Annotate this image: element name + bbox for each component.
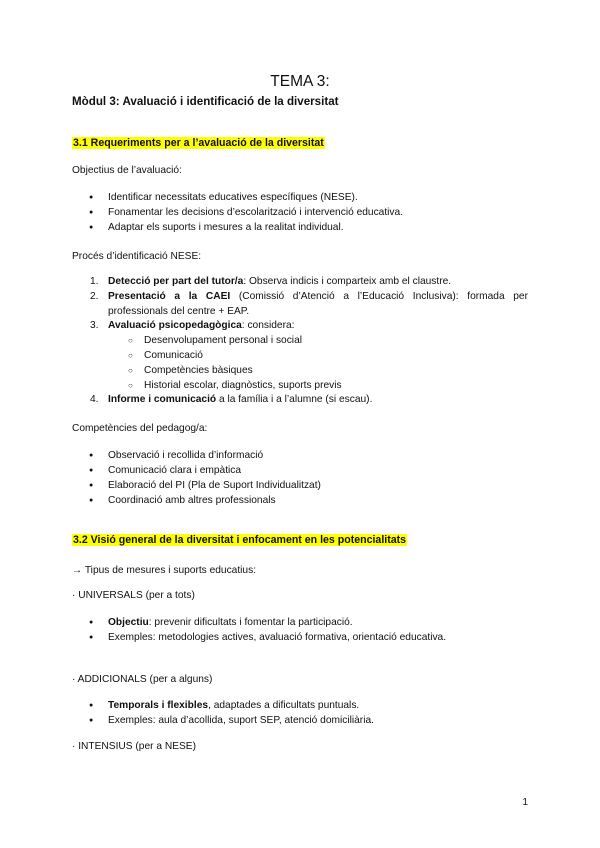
item-text: , adaptades a dificultats puntuals.: [208, 700, 360, 711]
item-text: Exemples: aula d’acollida, suport SEP, atenció domiciliària.: [108, 715, 374, 726]
section-heading-3-2: 3.2 Visió general de la diversitat i enfocament en les potencialitats: [73, 534, 407, 546]
item-bold-text: Avaluació psicopedagògica: [108, 320, 242, 332]
list-item: ● Coordinació amb altres professionals: [72, 493, 321, 508]
process-label: Procés d’identificació NESE:: [72, 251, 202, 262]
item-text: a la família i a l’alumne (si escau).: [216, 394, 373, 406]
list-item: [72, 393, 528, 408]
sub-list: [108, 334, 528, 393]
sub-list-item: ○ Comunicació: [108, 349, 528, 364]
competences-label: Competències del pedagog/a:: [72, 423, 208, 434]
list-item: [72, 275, 528, 290]
item-bold-text: Detecció per part del tutor/a: [108, 276, 244, 287]
list-item: ● Adaptar els suports i mesures a la realitat individual.: [72, 220, 403, 235]
sub-list-item: ○ Competències bàsiques: [108, 364, 528, 379]
item-text: : prevenir dificultats i fomentar la participació.: [148, 617, 353, 628]
list-number: 2.: [90, 290, 99, 302]
objectives-label: Objectius de l’avaluació:: [72, 165, 182, 176]
additional-list: [72, 698, 374, 728]
item-text: Exemples: metodologies actives, avaluació formativa, orientació educativa.: [108, 632, 447, 643]
intensive-label: · INTENSIUS (per a NESE): [72, 741, 196, 752]
page-number: 1: [522, 797, 528, 808]
process-list: [72, 275, 528, 408]
measures-intro: → Tipus de mesures i suports educatius:: [72, 565, 257, 576]
item-bold-text: Objectiu: [108, 617, 149, 628]
module-subtitle: Mòdul 3: Avaluació i identificació de la diversitat: [72, 95, 339, 108]
list-item: [72, 615, 446, 630]
item-bold-text: Presentació a la CAEI: [108, 290, 231, 302]
competences-list: [72, 448, 321, 508]
universal-list: [72, 615, 446, 645]
list-item: [72, 290, 528, 320]
page-title: TEMA 3:: [270, 73, 330, 90]
list-item: ● Fonamentar les decisions d’escolarització i intervenció educativa.: [72, 205, 403, 220]
item-text: : considera:: [241, 320, 295, 332]
list-number: 4.: [90, 394, 99, 406]
list-item: [72, 698, 374, 713]
item-bold-text: Temporals i flexibles: [108, 700, 209, 711]
item-text: (Comissió d’Atenció a l’Educació Inclusiva): formada per professionals del centre + EAP.: [108, 290, 528, 317]
sub-list-item: ○ Desenvolupament personal i social: [108, 334, 528, 349]
additional-label: · ADDICIONALS (per a alguns): [72, 674, 213, 685]
list-item: ● Identificar necessitats educatives específiques (NESE).: [72, 190, 403, 205]
sub-list-item: ○ Historial escolar, diagnòstics, suports previs: [108, 379, 528, 394]
section-heading-3-1: 3.1 Requeriments per a l’avaluació de la diversitat: [73, 137, 324, 149]
list-number: 3.: [90, 320, 99, 332]
item-bold-text: Informe i comunicació: [108, 394, 217, 406]
list-item: ● Comunicació clara i empàtica: [72, 463, 321, 478]
objectives-list: [72, 190, 403, 235]
item-text: : Observa indicis i comparteix amb el claustre.: [243, 276, 452, 287]
list-item: ● Observació i recollida d’informació: [72, 448, 321, 463]
list-item: [72, 713, 374, 728]
list-item: [72, 630, 446, 645]
list-item: [72, 319, 528, 393]
universal-label: · UNIVERSALS (per a tots): [72, 590, 195, 601]
list-item: ● Elaboració del PI (Pla de Suport Individualitzat): [72, 478, 321, 493]
list-number: 1.: [90, 276, 99, 287]
